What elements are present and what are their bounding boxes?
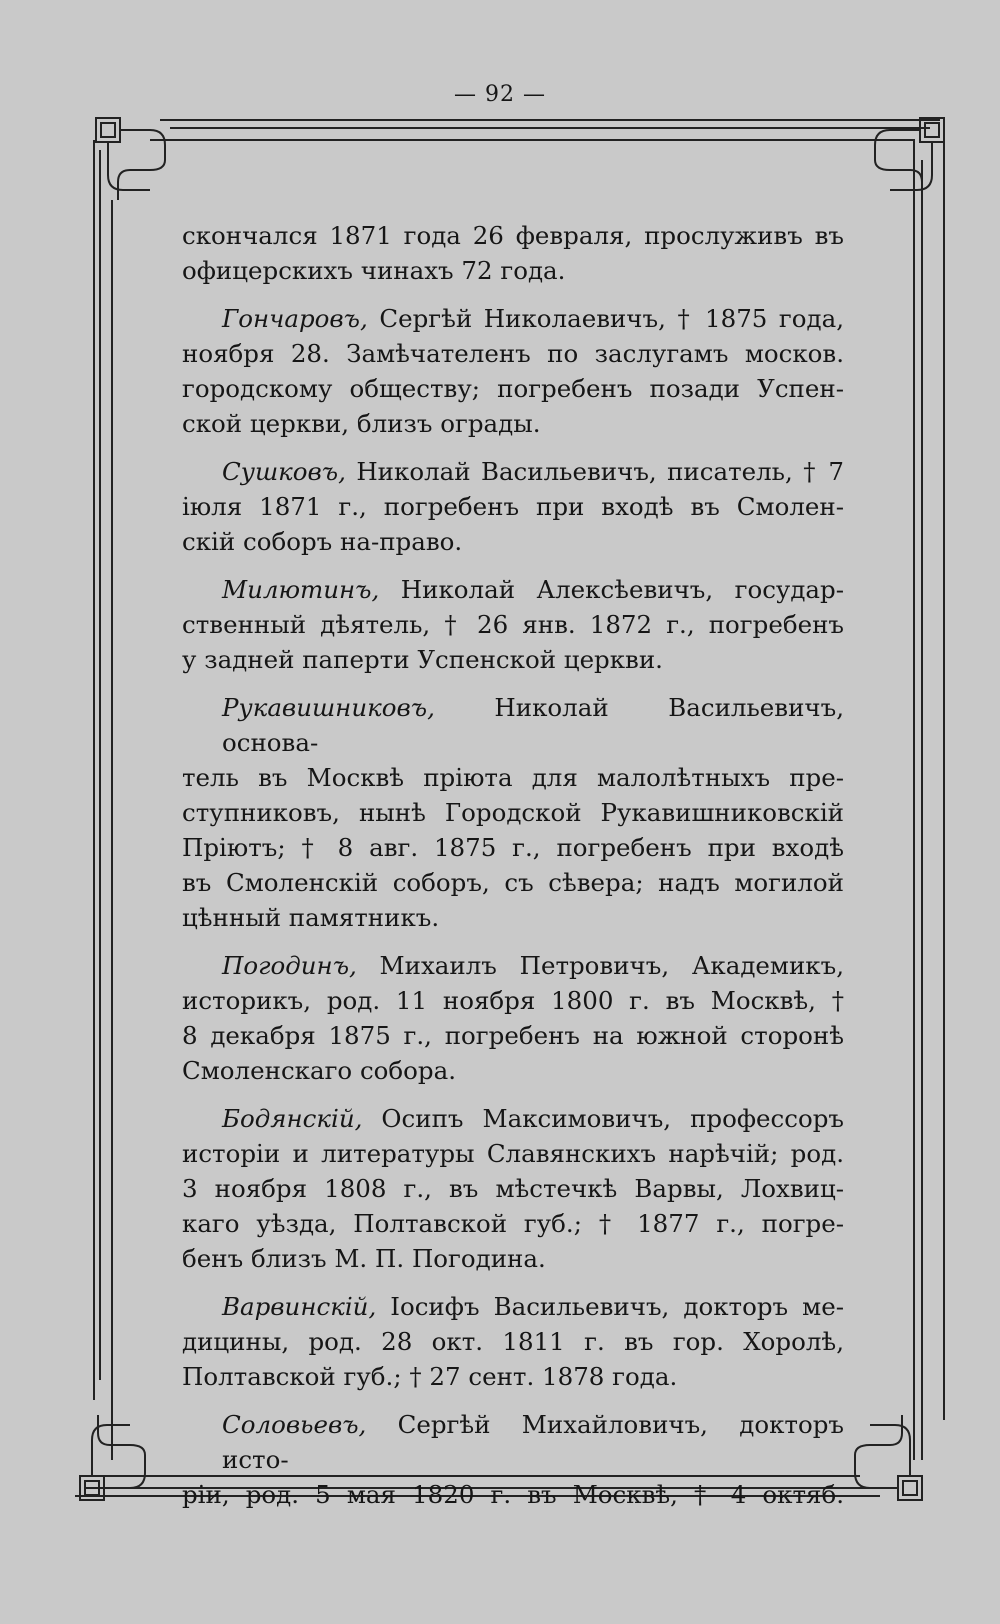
- text-line: историкъ, род. 11 ноября 1800 г. въ Москвѣ, †: [182, 986, 844, 1015]
- surname: Сушковъ,: [222, 457, 346, 486]
- entry: [182, 218, 844, 288]
- text-line: [182, 454, 844, 489]
- text-line: тель въ Москвѣ пріюта для малолѣтныхъ пре-: [182, 763, 844, 792]
- entry: [182, 1289, 844, 1394]
- surname: Соловьевъ,: [222, 1410, 367, 1439]
- text-line: іюля 1871 г., погребенъ при входѣ въ Смолен-: [182, 492, 844, 521]
- text-fragment: Сергѣй Николаевичъ, † 1875 года,: [367, 304, 844, 333]
- text-line: офицерскихъ чинахъ 72 года.: [182, 256, 566, 285]
- surname: Варвинскій,: [222, 1292, 377, 1321]
- text-line: скій соборъ на-право.: [182, 527, 463, 556]
- text-line: каго уѣзда, Полтавской губ.; † 1877 г., погре-: [182, 1209, 844, 1238]
- text-line: ноября 28. Замѣчателенъ по заслугамъ москов.: [182, 339, 844, 368]
- text-line: ступниковъ, нынѣ Городской Рукавишниковскій: [182, 798, 844, 827]
- text-line: бенъ близъ М. П. Погодина.: [182, 1244, 546, 1273]
- text-line: скончался 1871 года 26 февраля, прослуживъ въ: [182, 221, 844, 250]
- text-line: дицины, род. 28 окт. 1811 г. въ гор. Хоролѣ,: [182, 1327, 844, 1356]
- text-fragment: Николай Алексѣевичъ, государ-: [379, 575, 844, 604]
- text-fragment: Михаилъ Петровичъ, Академикъ,: [356, 951, 844, 980]
- text-line: Полтавской губ.; † 27 сент. 1878 года.: [182, 1362, 678, 1391]
- entry: [182, 1407, 844, 1512]
- text-fragment: Сергѣй Михайловичъ, докторъ исто-: [222, 1410, 844, 1474]
- text-fragment: Николай Васильевичъ, писатель, † 7: [345, 457, 844, 486]
- text-fragment: Николай Васильевичъ, основа-: [222, 693, 844, 757]
- surname: Бодянскій,: [222, 1104, 363, 1133]
- text-line: [182, 1289, 844, 1324]
- corner-ornament-top-left: [96, 118, 165, 200]
- text-line: [182, 301, 844, 336]
- entry: [182, 690, 844, 935]
- text-line: [182, 572, 844, 607]
- entry: [182, 1101, 844, 1276]
- surname: Гончаровъ,: [222, 304, 368, 333]
- entry: [182, 572, 844, 677]
- text-block: [182, 218, 844, 1525]
- surname: Рукавишниковъ,: [222, 693, 435, 722]
- text-line: городскому обществу; погребенъ позади Успен-: [182, 374, 844, 403]
- text-fragment: Іосифъ Васильевичъ, докторъ ме-: [376, 1292, 844, 1321]
- text-line: [182, 1407, 844, 1477]
- text-line: [182, 948, 844, 983]
- text-line: ріи, род. 5 мая 1820 г. въ Москвѣ, † 4 октяб.: [182, 1480, 844, 1509]
- text-line: Смоленскаго собора.: [182, 1056, 457, 1085]
- text-line: цѣнный памятникъ.: [182, 903, 440, 932]
- text-fragment: Осипъ Максимовичъ, профессоръ: [362, 1104, 844, 1133]
- corner-ornament-top-right: [875, 118, 944, 200]
- text-line: у задней паперти Успенской церкви.: [182, 645, 663, 674]
- corner-ornament-bottom-right: [855, 1415, 922, 1500]
- surname: Погодинъ,: [222, 951, 357, 980]
- text-line: ской церкви, близъ ограды.: [182, 409, 541, 438]
- entry: [182, 454, 844, 559]
- text-line: исторіи и литературы Славянскихъ нарѣчій; род.: [182, 1139, 844, 1168]
- text-line: въ Смоленскій соборъ, съ сѣвера; надъ могилой: [182, 868, 844, 897]
- text-line: [182, 1101, 844, 1136]
- text-line: Пріютъ; † 8 авг. 1875 г., погребенъ при входѣ: [182, 833, 844, 862]
- text-line: 8 декабря 1875 г., погребенъ на южной сторонѣ: [182, 1021, 844, 1050]
- entry: [182, 301, 844, 441]
- text-line: [182, 690, 844, 760]
- text-line: ственный дѣятель, † 26 янв. 1872 г., погребенъ: [182, 610, 844, 639]
- surname: Милютинъ,: [222, 575, 380, 604]
- text-line: 3 ноября 1808 г., въ мѣстечкѣ Варвы, Лохвиц-: [182, 1174, 844, 1203]
- page-number: — 92 —: [454, 82, 546, 107]
- entry: [182, 948, 844, 1088]
